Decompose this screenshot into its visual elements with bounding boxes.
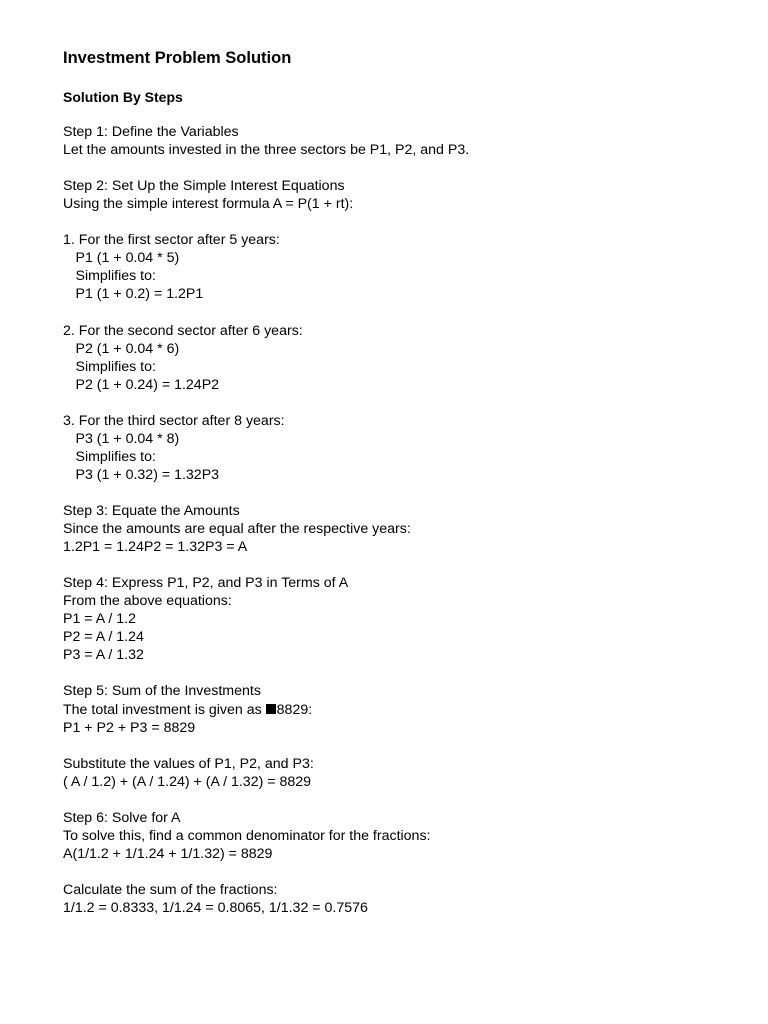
- step4-equation-p1: P1 = A / 1.2: [63, 611, 136, 628]
- step5-total-text: The total investment is given as: [63, 701, 266, 718]
- spacer: [63, 394, 743, 412]
- step6-equation: A(1/1.2 + 1/1.24 + 1/1.32) = 8829: [63, 845, 273, 862]
- sector1-result: P1 (1 + 0.2) = 1.2P1: [75, 286, 204, 303]
- spacer: [63, 556, 743, 574]
- step6-heading: Step 6: Solve for A: [63, 809, 181, 826]
- step5-equation: P1 + P2 + P3 = 8829: [63, 719, 196, 736]
- step5-total-line: [63, 701, 743, 719]
- document-page: [63, 47, 743, 917]
- spacer: [63, 664, 743, 682]
- solution-subtitle: Solution By Steps: [63, 89, 183, 105]
- step1-heading: Step 1: Define the Variables: [63, 124, 239, 140]
- step4-equation-p3: P3 = A / 1.32: [63, 647, 144, 664]
- step6-calc-text: Calculate the sum of the fractions:: [63, 881, 278, 898]
- missing-currency-glyph-icon: [266, 704, 276, 714]
- sector1-expression: P1 (1 + 0.04 * 5): [75, 250, 180, 267]
- step3-equation: 1.2P1 = 1.24P2 = 1.32P3 = A: [63, 539, 248, 556]
- sector2-simplifies-label: Simplifies to:: [75, 358, 156, 375]
- sector2-result: P2 (1 + 0.24) = 1.24P2: [75, 376, 220, 393]
- spacer: [63, 484, 743, 502]
- spacer: [63, 213, 743, 231]
- sector1-simplifies-label: Simplifies to:: [75, 268, 156, 285]
- step6-text: To solve this, find a common denominator for the fractions:: [63, 827, 431, 844]
- spacer: [63, 737, 743, 755]
- step5-substitute-text: Substitute the values of P1, P2, and P3:: [63, 755, 314, 772]
- sector3-heading: 3. For the third sector after 8 years:: [63, 412, 285, 429]
- sector1-heading: 1. For the first sector after 5 years:: [63, 232, 280, 249]
- spacer: [63, 303, 743, 321]
- sector3-result: P3 (1 + 0.32) = 1.32P3: [75, 466, 220, 483]
- spacer: [63, 791, 743, 809]
- step5-total-amount: 8829:: [276, 701, 313, 718]
- sector3-expression: P3 (1 + 0.04 * 8): [75, 430, 180, 447]
- step4-text: From the above equations:: [63, 593, 232, 610]
- step5-heading: Step 5: Sum of the Investments: [63, 683, 261, 700]
- step4-equation-p2: P2 = A / 1.24: [63, 629, 144, 646]
- step2-heading: Step 2: Set Up the Simple Interest Equations: [63, 178, 345, 195]
- document-title: Investment Problem Solution: [63, 49, 292, 67]
- step6-calc-values: 1/1.2 = 0.8333, 1/1.24 = 0.8065, 1/1.32 = 0.7576: [63, 900, 368, 917]
- step3-text: Since the amounts are equal after the respective years:: [63, 521, 411, 538]
- sector3-simplifies-label: Simplifies to:: [75, 448, 156, 465]
- sector2-heading: 2. For the second sector after 6 years:: [63, 322, 303, 339]
- step1-text: Let the amounts invested in the three sectors be P1, P2, and P3.: [63, 142, 470, 159]
- step5-substitute-equation: ( A / 1.2) + (A / 1.24) + (A / 1.32) = 8829: [63, 773, 312, 790]
- spacer: [63, 159, 743, 177]
- step4-heading: Step 4: Express P1, P2, and P3 in Terms of A: [63, 575, 349, 592]
- step2-text: Using the simple interest formula A = P(1 + rt):: [63, 196, 354, 213]
- step3-heading: Step 3: Equate the Amounts: [63, 502, 240, 519]
- sector2-expression: P2 (1 + 0.04 * 6): [75, 340, 180, 357]
- spacer: [63, 863, 743, 881]
- solution-body: [63, 123, 743, 917]
